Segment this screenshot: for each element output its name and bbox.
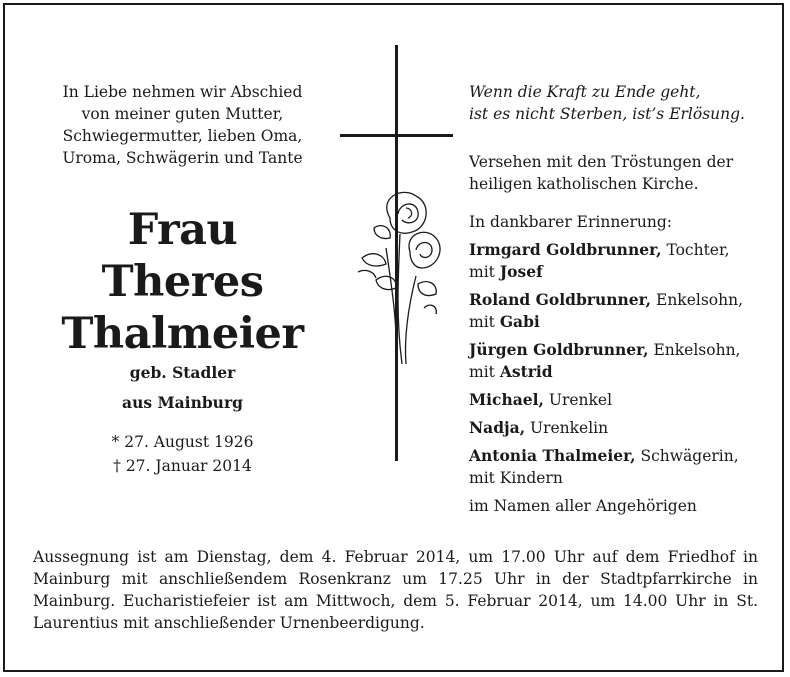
mourner-relation: Enkelsohn, <box>651 291 744 309</box>
sacraments-text <box>469 151 769 195</box>
cross-horizontal-beam <box>340 134 453 137</box>
mourner-relation: Tochter, <box>661 241 730 259</box>
farewell-line: In Liebe nehmen wir Abschied <box>62 83 303 101</box>
mourner-partner: Astrid <box>499 362 553 381</box>
mourner-relation: Enkelsohn, <box>648 341 741 359</box>
maiden-name: geb. Stadler <box>129 363 236 382</box>
mourner-name: Roland Goldbrunner, <box>469 290 652 309</box>
mourner-with: mit Kindern <box>469 469 563 487</box>
first-name: Theres <box>101 257 264 307</box>
mourner-entry <box>469 339 769 383</box>
mourner-entry <box>469 289 769 333</box>
mourner-with: mit <box>469 363 500 381</box>
mourner-entry <box>469 389 769 411</box>
farewell-line: Schwiegermutter, lieben Oma, <box>62 127 303 145</box>
mourner-relation: Urenkelin <box>525 419 609 437</box>
mourner-relation: Urenkel <box>543 391 613 409</box>
verse-line: Wenn die Kraft zu Ende geht, <box>469 83 701 101</box>
mourner-partner: Gabi <box>499 312 540 331</box>
farewell-text <box>40 81 325 169</box>
mourner-name: Nadja, <box>469 418 526 437</box>
roses-icon <box>356 188 442 366</box>
origin-town: aus Mainburg <box>122 393 243 412</box>
mourner-name: Antonia Thalmeier, <box>469 446 636 465</box>
verse-text <box>469 81 769 125</box>
right-column <box>469 81 769 517</box>
sacraments-line: Versehen mit den Tröstungen der <box>469 153 734 171</box>
mourner-partner: Josef <box>499 262 543 281</box>
last-name: Thalmeier <box>61 309 304 359</box>
left-column <box>40 81 325 478</box>
service-details: Aussegnung ist am Dienstag, dem 4. Februar 2014, um 17.00 Uhr auf dem Friedhof in Mainburg mit anschließendem Rosenkranz um 17.25 Uhr in der Stadtpfarrkirche in Mainburg. Eucharistiefeier ist am Mittwoch, dem 5. Februar 2014, um 14.00 Uhr in St. Laurentius mit anschließender Urnenbeerdigung. <box>33 548 758 632</box>
sacraments-line: heiligen katholischen Kirche. <box>469 175 699 193</box>
mourner-name: Jürgen Goldbrunner, <box>469 340 649 359</box>
mourner-name: Irmgard Goldbrunner, <box>469 240 662 259</box>
death-date: † 27. Januar 2014 <box>113 457 252 475</box>
mourner-with: mit <box>469 313 500 331</box>
closing-line: im Namen aller Angehörigen <box>469 497 697 515</box>
birth-date: * 27. August 1926 <box>111 433 254 451</box>
mourner-entry <box>469 445 769 489</box>
mourner-with: mit <box>469 263 500 281</box>
mourner-entry <box>469 417 769 439</box>
mourner-name: Michael, <box>469 390 544 409</box>
verse-line: ist es nicht Sterben, ist’s Erlösung. <box>469 105 745 123</box>
life-dates <box>40 430 325 478</box>
title-word: Frau <box>127 205 238 255</box>
farewell-line: von meiner guten Mutter, <box>81 105 284 123</box>
mourner-entry <box>469 239 769 283</box>
farewell-line: Uroma, Schwägerin und Tante <box>62 149 303 167</box>
remembrance-intro: In dankbarer Erinnerung: <box>469 213 672 231</box>
mourner-relation: Schwägerin, <box>635 447 739 465</box>
